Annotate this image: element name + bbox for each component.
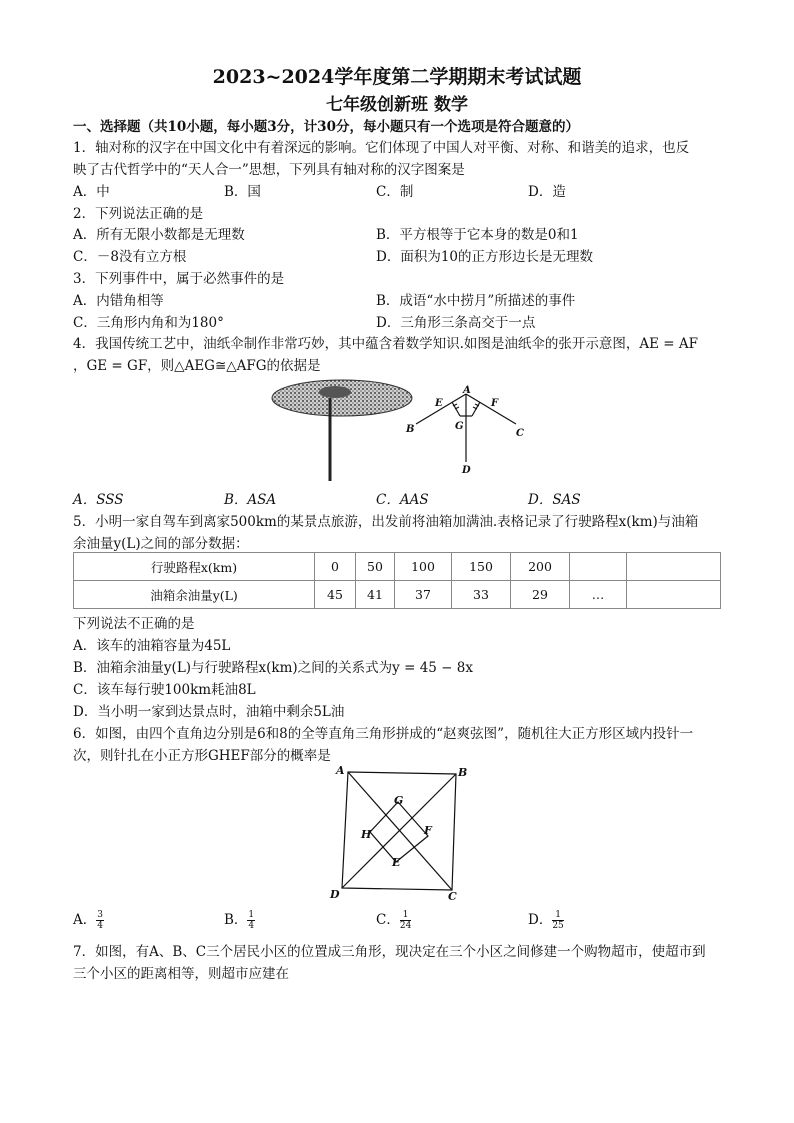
table-cell: 0 <box>315 553 356 581</box>
q4-line1: 4．我国传统工艺中，油纸伞制作非常巧妙，其中蕴含着数学知识.如图是油纸伞的张开示意图，AE = AF <box>73 336 698 352</box>
q5-line2: 余油量y(L)之间的部分数据： <box>73 536 249 552</box>
q7-line1: 7．如图，有A、B、C三个居民小区的位置成三角形，现决定在三个小区之间修建一个购物超市，使超市到 <box>73 944 706 960</box>
fraction-denominator: 4 <box>97 921 103 931</box>
exam-title: 2023~2024学年度第二学期期末考试试题 <box>212 66 582 88</box>
q6-option-c <box>376 908 411 931</box>
q4-option-b: B．ASA <box>224 492 277 508</box>
q1-option-b: B．国 <box>224 184 261 200</box>
table-cell: … <box>570 581 627 609</box>
umbrella-geometry-diagram <box>398 384 538 476</box>
q1-option-c: C．制 <box>376 184 414 200</box>
q5-option-b: B．油箱余油量y(L)与行驶路程x(km)之间的关系式为y = 45 − 8x <box>73 660 473 676</box>
q3-option-c: C．三角形内角和为180° <box>73 315 224 331</box>
q3-option-d: D．三角形三条高交于一点 <box>376 315 536 331</box>
q1-line2: 映了古代哲学中的“天人合一”思想，下列具有轴对称的汉字图案是 <box>73 162 465 178</box>
zhao-label-a: A <box>336 764 345 777</box>
zhao-label-b: B <box>458 766 468 779</box>
q5-stem2: 下列说法不正确的是 <box>73 616 195 632</box>
table-cell: 45 <box>315 581 356 609</box>
q4-option-a: A．SSS <box>73 492 124 508</box>
q4-option-c: C．AAS <box>376 492 429 508</box>
fraction-numerator: 3 <box>97 910 103 920</box>
q6-option-b <box>224 908 255 931</box>
zhao-label-c: C <box>448 890 457 902</box>
q7-line2: 三个小区的距离相等，则超市应建在 <box>73 966 289 982</box>
q3-stem: 3．下列事件中，属于必然事件的是 <box>73 271 285 287</box>
q5-option-a: A．该车的油箱容量为45L <box>73 638 231 654</box>
diagram-label-d: D <box>462 465 471 476</box>
option-letter: C． <box>376 912 400 928</box>
diagram-label-c: C <box>516 428 524 439</box>
zhao-label-d: D <box>330 888 340 901</box>
q3-option-b: B．成语“水中捞月”所描述的事件 <box>376 293 576 309</box>
table-row <box>74 581 721 609</box>
q4-option-d: D．SAS <box>528 492 581 508</box>
q1-option-a: A．中 <box>73 184 110 200</box>
fraction-numerator: 1 <box>400 910 411 921</box>
fraction-numerator: 1 <box>552 910 563 921</box>
q2-option-a: A．所有无限小数都是无理数 <box>73 227 245 243</box>
q6-option-d <box>528 908 564 931</box>
table-cell: 150 <box>452 553 511 581</box>
zhao-label-g: G <box>394 794 404 807</box>
diagram-label-e: E <box>435 398 443 409</box>
table-cell <box>570 553 627 581</box>
q6-line1: 6．如图，由四个直角边分别是6和8的全等直角三角形拼成的“赵爽弦图”，随机往大正方形区域内投针一 <box>73 726 694 742</box>
table-row <box>74 553 721 581</box>
table-cell <box>627 553 721 581</box>
zhao-label-f: F <box>424 824 432 837</box>
exam-subtitle: 七年级创新班 数学 <box>326 95 468 115</box>
zhao-label-h: H <box>361 828 372 841</box>
option-letter: A． <box>73 912 97 928</box>
diagram-label-g: G <box>455 421 464 432</box>
diagram-label-b: B <box>406 424 415 435</box>
table-cell: 100 <box>395 553 452 581</box>
q2-option-b: B．平方根等于它本身的数是0和1 <box>376 227 579 243</box>
q2-stem: 2．下列说法正确的是 <box>73 206 204 222</box>
fuel-data-table <box>73 552 721 609</box>
diagram-label-f: F <box>491 398 499 409</box>
table-cell: 行驶路程x(km) <box>74 553 315 581</box>
q6-line2: 次，则针扎在小正方形GHEF部分的概率是 <box>73 748 331 764</box>
q6-option-a <box>73 908 104 931</box>
option-letter: D． <box>528 912 553 928</box>
section-heading: 一、选择题（共10小题，每小题3分，计30分，每小题只有一个选项是符合题意的） <box>73 119 579 135</box>
table-cell: 29 <box>511 581 570 609</box>
table-cell: 41 <box>356 581 395 609</box>
diagram-label-a: A <box>463 385 471 396</box>
table-cell: 50 <box>356 553 395 581</box>
q5-line1: 5．小明一家自驾车到离家500km的某景点旅游，出发前将油箱加满油.表格记录了行驶路程x(km)与油箱 <box>73 514 699 530</box>
q2-option-c: C．－8没有立方根 <box>73 249 187 265</box>
zhao-shuang-diagram <box>328 762 478 902</box>
fraction <box>96 910 104 931</box>
q1-line1: 1．轴对称的汉字在中国文化中有着深远的影响。它们体现了中国人对平衡、对称、和谐美的追求，也反 <box>73 140 690 156</box>
table-cell: 200 <box>511 553 570 581</box>
q1-option-d: D．造 <box>528 184 566 200</box>
fraction <box>552 910 563 931</box>
fraction-denominator: 24 <box>399 921 412 931</box>
table-cell: 油箱余油量y(L) <box>74 581 315 609</box>
table-cell <box>627 581 721 609</box>
fraction-numerator: 1 <box>248 910 255 920</box>
q5-option-d: D．当小明一家到达景点时，油箱中剩余5L油 <box>73 704 345 720</box>
q4-line2: ，GE = GF，则△AEG≅△AFG的依据是 <box>73 358 321 374</box>
q2-option-d: D．面积为10的正方形边长是无理数 <box>376 249 594 265</box>
table-cell: 37 <box>395 581 452 609</box>
option-letter: B． <box>224 912 248 928</box>
fraction <box>247 910 255 931</box>
fraction-denominator: 4 <box>248 921 255 931</box>
fraction <box>400 910 411 931</box>
q5-option-c: C．该车每行驶100km耗油8L <box>73 682 256 698</box>
fraction-denominator: 25 <box>552 921 564 931</box>
zhao-label-e: E <box>392 856 401 869</box>
q3-option-a: A．内错角相等 <box>73 293 164 309</box>
table-cell: 33 <box>452 581 511 609</box>
